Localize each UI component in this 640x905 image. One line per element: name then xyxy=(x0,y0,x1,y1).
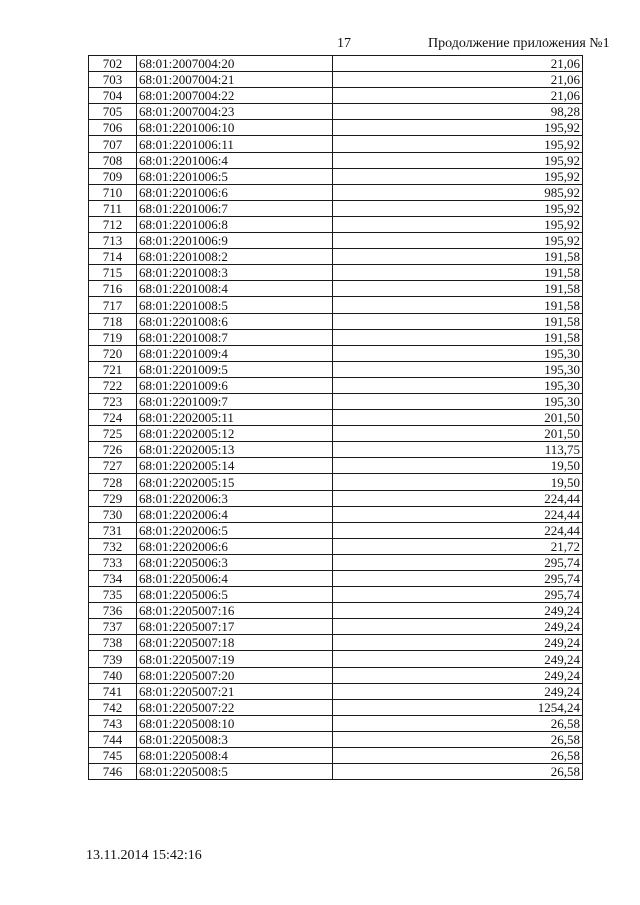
table-row xyxy=(89,506,583,522)
table-row xyxy=(89,297,583,313)
row-number-cell: 742 xyxy=(89,699,137,715)
area-value-cell: 201,50 xyxy=(333,426,583,442)
table-row xyxy=(89,554,583,570)
row-number-cell: 705 xyxy=(89,104,137,120)
area-value-cell: 113,75 xyxy=(333,442,583,458)
cadastral-number-cell: 68:01:2205006:3 xyxy=(137,554,333,570)
cadastral-number-cell: 68:01:2202006:3 xyxy=(137,490,333,506)
row-number-cell: 716 xyxy=(89,281,137,297)
cadastral-number-cell: 68:01:2202006:4 xyxy=(137,506,333,522)
cadastral-number-cell: 68:01:2201006:7 xyxy=(137,200,333,216)
row-number-cell: 728 xyxy=(89,474,137,490)
row-number-cell: 713 xyxy=(89,233,137,249)
table-row xyxy=(89,168,583,184)
row-number-cell: 702 xyxy=(89,56,137,72)
table-row xyxy=(89,393,583,409)
row-number-cell: 740 xyxy=(89,667,137,683)
cadastral-number-cell: 68:01:2007004:20 xyxy=(137,56,333,72)
row-number-cell: 712 xyxy=(89,216,137,232)
area-value-cell: 26,58 xyxy=(333,715,583,731)
area-value-cell: 191,58 xyxy=(333,297,583,313)
table-row xyxy=(89,72,583,88)
row-number-cell: 745 xyxy=(89,748,137,764)
area-value-cell: 195,30 xyxy=(333,361,583,377)
area-value-cell: 21,06 xyxy=(333,72,583,88)
table-row xyxy=(89,56,583,72)
row-number-cell: 711 xyxy=(89,200,137,216)
row-number-cell: 721 xyxy=(89,361,137,377)
cadastral-number-cell: 68:01:2202006:5 xyxy=(137,522,333,538)
row-number-cell: 707 xyxy=(89,136,137,152)
row-number-cell: 739 xyxy=(89,651,137,667)
table-row xyxy=(89,587,583,603)
area-value-cell: 224,44 xyxy=(333,506,583,522)
area-value-cell: 224,44 xyxy=(333,522,583,538)
cadastral-number-cell: 68:01:2201009:7 xyxy=(137,393,333,409)
area-value-cell: 191,58 xyxy=(333,329,583,345)
table-row xyxy=(89,538,583,554)
area-value-cell: 191,58 xyxy=(333,313,583,329)
area-value-cell: 195,92 xyxy=(333,200,583,216)
page-number: 17 xyxy=(337,36,351,51)
row-number-cell: 717 xyxy=(89,297,137,313)
area-value-cell: 191,58 xyxy=(333,265,583,281)
cadastral-number-cell: 68:01:2205008:4 xyxy=(137,748,333,764)
row-number-cell: 731 xyxy=(89,522,137,538)
area-value-cell: 26,58 xyxy=(333,764,583,780)
cadastral-number-cell: 68:01:2202005:15 xyxy=(137,474,333,490)
area-value-cell: 195,92 xyxy=(333,120,583,136)
row-number-cell: 715 xyxy=(89,265,137,281)
cadastral-number-cell: 68:01:2202006:6 xyxy=(137,538,333,554)
table-row xyxy=(89,313,583,329)
row-number-cell: 734 xyxy=(89,571,137,587)
area-value-cell: 249,24 xyxy=(333,667,583,683)
table-row xyxy=(89,764,583,780)
cadastral-number-cell: 68:01:2202005:11 xyxy=(137,410,333,426)
cadastral-number-cell: 68:01:2201006:4 xyxy=(137,152,333,168)
row-number-cell: 719 xyxy=(89,329,137,345)
table-row xyxy=(89,249,583,265)
table-row xyxy=(89,184,583,200)
row-number-cell: 738 xyxy=(89,635,137,651)
area-value-cell: 195,92 xyxy=(333,233,583,249)
area-value-cell: 295,74 xyxy=(333,571,583,587)
cadastral-number-cell: 68:01:2201009:6 xyxy=(137,377,333,393)
table-row xyxy=(89,233,583,249)
table-row xyxy=(89,265,583,281)
cadastral-number-cell: 68:01:2201008:7 xyxy=(137,329,333,345)
cadastral-number-cell: 68:01:2201006:9 xyxy=(137,233,333,249)
cadastral-number-cell: 68:01:2202005:13 xyxy=(137,442,333,458)
area-value-cell: 195,30 xyxy=(333,345,583,361)
footer-timestamp: 13.11.2014 15:42:16 xyxy=(86,848,202,863)
cadastral-number-cell: 68:01:2205008:10 xyxy=(137,715,333,731)
area-value-cell: 249,24 xyxy=(333,635,583,651)
cadastral-number-cell: 68:01:2205007:17 xyxy=(137,619,333,635)
area-value-cell: 191,58 xyxy=(333,249,583,265)
cadastral-number-cell: 68:01:2007004:23 xyxy=(137,104,333,120)
area-value-cell: 195,92 xyxy=(333,216,583,232)
cadastral-number-cell: 68:01:2205006:4 xyxy=(137,571,333,587)
table-row xyxy=(89,104,583,120)
row-number-cell: 737 xyxy=(89,619,137,635)
area-value-cell: 195,30 xyxy=(333,377,583,393)
area-value-cell: 21,72 xyxy=(333,538,583,554)
row-number-cell: 727 xyxy=(89,458,137,474)
row-number-cell: 746 xyxy=(89,764,137,780)
area-value-cell: 224,44 xyxy=(333,490,583,506)
cadastral-number-cell: 68:01:2201006:6 xyxy=(137,184,333,200)
table-row xyxy=(89,152,583,168)
row-number-cell: 741 xyxy=(89,683,137,699)
cadastral-number-cell: 68:01:2007004:21 xyxy=(137,72,333,88)
row-number-cell: 733 xyxy=(89,554,137,570)
cadastral-number-cell: 68:01:2205007:22 xyxy=(137,699,333,715)
area-value-cell: 98,28 xyxy=(333,104,583,120)
cadastral-number-cell: 68:01:2007004:22 xyxy=(137,88,333,104)
table-row xyxy=(89,200,583,216)
area-value-cell: 26,58 xyxy=(333,731,583,747)
cadastral-number-cell: 68:01:2201008:4 xyxy=(137,281,333,297)
row-number-cell: 724 xyxy=(89,410,137,426)
area-value-cell: 19,50 xyxy=(333,458,583,474)
cadastral-number-cell: 68:01:2201009:4 xyxy=(137,345,333,361)
row-number-cell: 726 xyxy=(89,442,137,458)
row-number-cell: 736 xyxy=(89,603,137,619)
cadastral-table xyxy=(88,55,583,780)
row-number-cell: 704 xyxy=(89,88,137,104)
table-row xyxy=(89,120,583,136)
cadastral-number-cell: 68:01:2201009:5 xyxy=(137,361,333,377)
area-value-cell: 195,30 xyxy=(333,393,583,409)
table-row xyxy=(89,667,583,683)
cadastral-number-cell: 68:01:2201008:6 xyxy=(137,313,333,329)
row-number-cell: 720 xyxy=(89,345,137,361)
cadastral-number-cell: 68:01:2201006:8 xyxy=(137,216,333,232)
table-row xyxy=(89,715,583,731)
table-row xyxy=(89,748,583,764)
row-number-cell: 744 xyxy=(89,731,137,747)
cadastral-number-cell: 68:01:2205008:5 xyxy=(137,764,333,780)
row-number-cell: 710 xyxy=(89,184,137,200)
row-number-cell: 714 xyxy=(89,249,137,265)
table-row xyxy=(89,136,583,152)
cadastral-number-cell: 68:01:2202005:14 xyxy=(137,458,333,474)
area-value-cell: 21,06 xyxy=(333,56,583,72)
row-number-cell: 743 xyxy=(89,715,137,731)
area-value-cell: 985,92 xyxy=(333,184,583,200)
area-value-cell: 249,24 xyxy=(333,651,583,667)
cadastral-number-cell: 68:01:2201006:5 xyxy=(137,168,333,184)
table-row xyxy=(89,571,583,587)
table-row xyxy=(89,635,583,651)
area-value-cell: 249,24 xyxy=(333,683,583,699)
table-row xyxy=(89,442,583,458)
cadastral-number-cell: 68:01:2205008:3 xyxy=(137,731,333,747)
table-row xyxy=(89,281,583,297)
table-row xyxy=(89,522,583,538)
cadastral-number-cell: 68:01:2201008:5 xyxy=(137,297,333,313)
appendix-continuation-note: Продолжение приложения №1 xyxy=(428,36,610,51)
table-row xyxy=(89,619,583,635)
row-number-cell: 729 xyxy=(89,490,137,506)
table-row xyxy=(89,88,583,104)
area-value-cell: 201,50 xyxy=(333,410,583,426)
cadastral-number-cell: 68:01:2205007:19 xyxy=(137,651,333,667)
area-value-cell: 1254,24 xyxy=(333,699,583,715)
table-row xyxy=(89,345,583,361)
cadastral-number-cell: 68:01:2201006:11 xyxy=(137,136,333,152)
row-number-cell: 722 xyxy=(89,377,137,393)
table-row xyxy=(89,458,583,474)
cadastral-number-cell: 68:01:2205007:20 xyxy=(137,667,333,683)
table-row xyxy=(89,329,583,345)
cadastral-table-body xyxy=(89,56,583,780)
cadastral-number-cell: 68:01:2201008:2 xyxy=(137,249,333,265)
table-row xyxy=(89,683,583,699)
area-value-cell: 21,06 xyxy=(333,88,583,104)
row-number-cell: 735 xyxy=(89,587,137,603)
area-value-cell: 26,58 xyxy=(333,748,583,764)
cadastral-number-cell: 68:01:2205007:18 xyxy=(137,635,333,651)
table-row xyxy=(89,361,583,377)
table-row xyxy=(89,490,583,506)
cadastral-number-cell: 68:01:2202005:12 xyxy=(137,426,333,442)
table-row xyxy=(89,731,583,747)
cadastral-number-cell: 68:01:2201008:3 xyxy=(137,265,333,281)
table-row xyxy=(89,474,583,490)
row-number-cell: 723 xyxy=(89,393,137,409)
cadastral-number-cell: 68:01:2205007:16 xyxy=(137,603,333,619)
row-number-cell: 706 xyxy=(89,120,137,136)
area-value-cell: 295,74 xyxy=(333,587,583,603)
row-number-cell: 730 xyxy=(89,506,137,522)
table-row xyxy=(89,603,583,619)
table-row xyxy=(89,410,583,426)
area-value-cell: 295,74 xyxy=(333,554,583,570)
row-number-cell: 703 xyxy=(89,72,137,88)
table-row xyxy=(89,699,583,715)
table-row xyxy=(89,377,583,393)
row-number-cell: 732 xyxy=(89,538,137,554)
cadastral-number-cell: 68:01:2205007:21 xyxy=(137,683,333,699)
area-value-cell: 191,58 xyxy=(333,281,583,297)
area-value-cell: 19,50 xyxy=(333,474,583,490)
area-value-cell: 195,92 xyxy=(333,152,583,168)
row-number-cell: 725 xyxy=(89,426,137,442)
table-row xyxy=(89,216,583,232)
row-number-cell: 709 xyxy=(89,168,137,184)
area-value-cell: 249,24 xyxy=(333,603,583,619)
table-row xyxy=(89,651,583,667)
row-number-cell: 718 xyxy=(89,313,137,329)
area-value-cell: 195,92 xyxy=(333,136,583,152)
area-value-cell: 195,92 xyxy=(333,168,583,184)
cadastral-number-cell: 68:01:2201006:10 xyxy=(137,120,333,136)
row-number-cell: 708 xyxy=(89,152,137,168)
cadastral-number-cell: 68:01:2205006:5 xyxy=(137,587,333,603)
area-value-cell: 249,24 xyxy=(333,619,583,635)
table-row xyxy=(89,426,583,442)
